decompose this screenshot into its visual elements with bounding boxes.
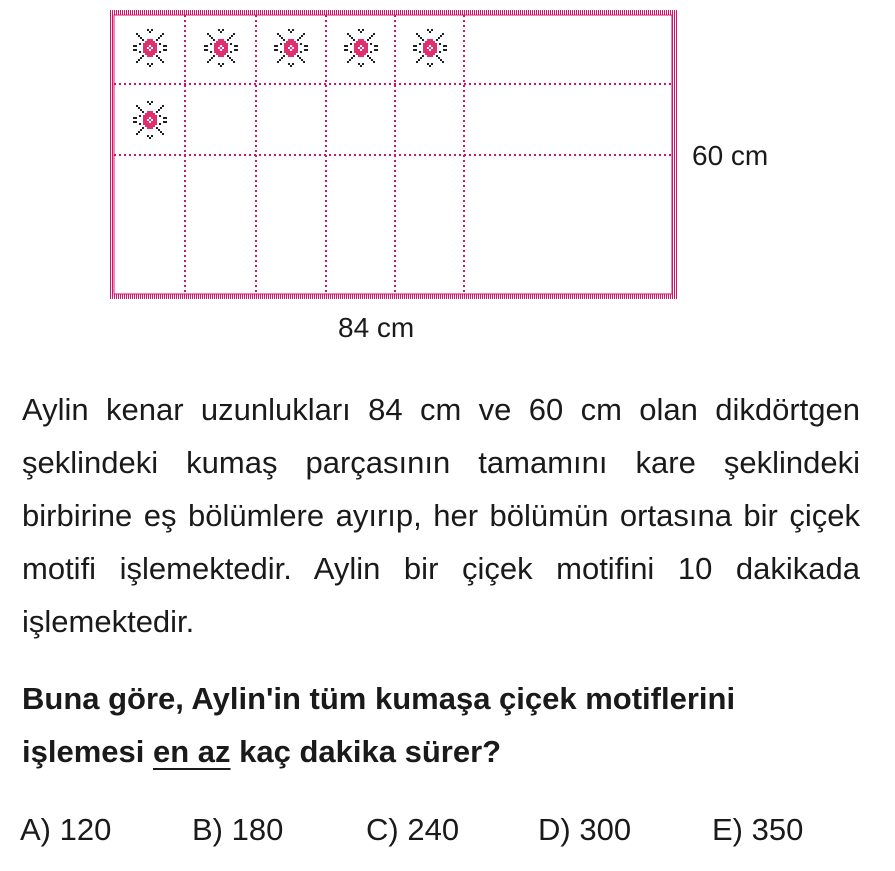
grid-lines bbox=[114, 15, 672, 294]
question bbox=[22, 672, 860, 778]
problem-text: Aylin kenar uzunlukları 84 cm ve 60 cm olan dikdörtgen şeklindeki kumaş parçasının tamamını kare şeklindeki birbirine eş bölümlere ayırıp, her bölümün ortasına bir çiçek motifi işlemektedir. Aylin bir çiçek motifini 10 dakikada işlemektedir. bbox=[22, 392, 860, 639]
option-letter: D) bbox=[538, 812, 571, 847]
option-letter: C) bbox=[366, 812, 399, 847]
option-a[interactable] bbox=[20, 812, 111, 848]
fabric-frame-inner bbox=[114, 15, 672, 294]
fabric-frame-left bbox=[109, 10, 114, 299]
option-letter: A) bbox=[20, 812, 51, 847]
flower-motif bbox=[413, 29, 447, 67]
fabric-figure bbox=[0, 0, 895, 360]
option-letter: E) bbox=[712, 812, 743, 847]
fabric-frame-top bbox=[109, 10, 677, 15]
flower-motif bbox=[133, 101, 167, 139]
option-d[interactable] bbox=[538, 812, 631, 848]
option-e[interactable] bbox=[712, 812, 803, 848]
flower-motif bbox=[344, 29, 378, 67]
option-value: 300 bbox=[579, 812, 632, 847]
question-text-before: Buna göre, Aylin'in tüm kumaşa çiçek motiflerini işlemesi bbox=[22, 681, 736, 769]
question-emphasis: en az bbox=[152, 734, 231, 769]
option-value: 180 bbox=[231, 812, 284, 847]
height-label: 60 cm bbox=[692, 140, 769, 171]
option-value: 120 bbox=[59, 812, 112, 847]
flower-motif bbox=[204, 29, 238, 67]
question-text-after: kaç dakika sürer? bbox=[230, 734, 502, 769]
fabric-frame-bottom bbox=[109, 294, 677, 299]
option-letter: B) bbox=[192, 812, 223, 847]
fabric-frame-right bbox=[672, 10, 677, 299]
flower-motif bbox=[133, 29, 167, 67]
option-c[interactable] bbox=[366, 812, 459, 848]
option-value: 350 bbox=[751, 812, 804, 847]
flower-motif bbox=[274, 29, 308, 67]
answer-options bbox=[0, 812, 895, 862]
option-value: 240 bbox=[407, 812, 460, 847]
width-label: 84 cm bbox=[338, 312, 415, 343]
option-b[interactable] bbox=[192, 812, 283, 848]
